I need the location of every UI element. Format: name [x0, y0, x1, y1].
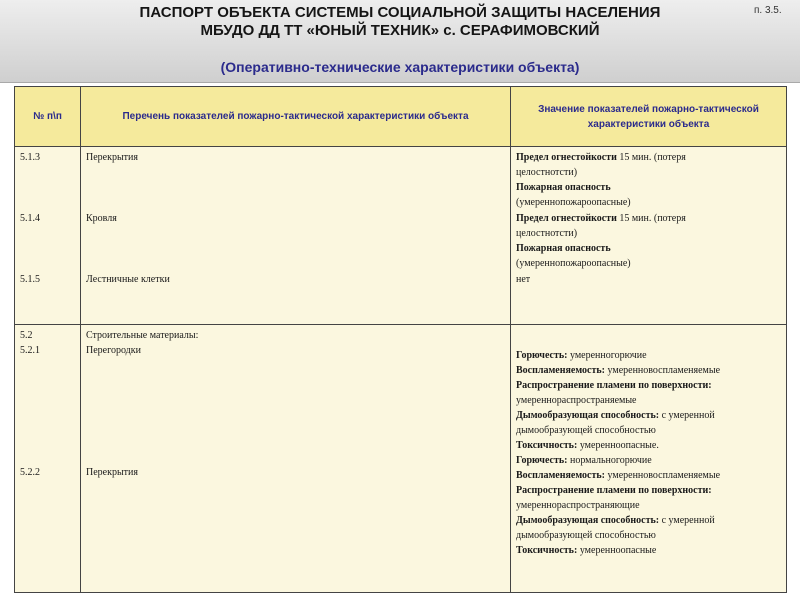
value-label: Воспламеняемость:: [516, 470, 605, 481]
table-row: [15, 325, 787, 593]
row1-item-cell: [81, 147, 511, 325]
value-label: Предел огнестойкости: [516, 152, 617, 163]
value-text: 15 мин. (потеря: [616, 213, 686, 224]
row-number: 5.1.3: [20, 152, 40, 163]
item-label: Перекрытия: [86, 152, 138, 163]
column-header-indicators: Перечень показателей пожарно-тактической характеристики объекта: [81, 87, 511, 147]
value-text: умеренновоспламеняемые: [605, 470, 721, 481]
value-label: Токсичность:: [516, 545, 578, 556]
value-label: Горючесть:: [516, 455, 568, 466]
value-label: Токсичность:: [516, 440, 578, 451]
value-line: умереннораспространяющие: [516, 500, 640, 511]
row2-number-cell: [15, 325, 81, 593]
table-header-row: [15, 87, 787, 147]
value-line: [516, 543, 656, 558]
value-text: 15 мин. (потеря: [616, 152, 686, 163]
row1-value-cell: [511, 147, 787, 325]
item-label: Лестничные клетки: [86, 274, 170, 285]
value-line: дымообразующей способностью: [516, 530, 656, 541]
value-line: [516, 408, 715, 423]
page-title-line1: ПАСПОРТ ОБЪЕКТА СИСТЕМЫ СОЦИАЛЬНОЙ ЗАЩИТЫ НАСЕЛЕНИЯ: [139, 4, 661, 21]
value-text: с умеренной: [659, 515, 715, 526]
value-line: умереннораспространяемые: [516, 395, 637, 406]
row-number: 5.2.2: [20, 467, 40, 478]
value-text: умеренноопасные: [577, 545, 657, 556]
value-text: умеренновоспламеняемые: [605, 365, 721, 376]
value-text: нормальногорючие: [567, 455, 652, 466]
page-title-line2: МБУДО ДД ТТ «ЮНЫЙ ТЕХНИК» с. СЕРАФИМОВСКИЙ: [200, 22, 600, 39]
page-number: п. 3.5.: [754, 5, 782, 16]
item-label: Перекрытия: [86, 467, 138, 478]
row-number: 5.1.5: [20, 274, 40, 285]
row-number: 5.2: [20, 330, 33, 341]
value-line: [516, 348, 647, 363]
value-line: [516, 453, 652, 468]
item-label: Строительные материалы:: [86, 330, 199, 341]
row-number: 5.1.4: [20, 213, 40, 224]
value-label: Пожарная опасность: [516, 243, 611, 254]
value-line: дымообразующей способностью: [516, 425, 656, 436]
value-label: Предел огнестойкости: [516, 213, 617, 224]
value-label: Распространение пламени по поверхности:: [516, 380, 712, 391]
row2-item-cell: [81, 325, 511, 593]
column-header-values: Значение показателей пожарно-тактической характеристики объекта: [511, 87, 787, 147]
table-row: [15, 147, 787, 325]
value-line: нет: [516, 274, 531, 285]
value-label: Воспламеняемость:: [516, 365, 605, 376]
value-line: [516, 211, 686, 226]
value-line: целостнотсти): [516, 228, 578, 239]
value-label: Пожарная опасность: [516, 182, 611, 193]
value-text: с умеренной: [659, 410, 715, 421]
value-text: умеренноопасные.: [577, 440, 659, 451]
value-text: умеренногорючие: [567, 350, 647, 361]
row2-value-cell: [511, 325, 787, 593]
value-line: [516, 468, 720, 483]
page-subtitle: (Оперативно-технические характеристики объекта): [220, 59, 580, 75]
value-line: [516, 363, 720, 378]
value-line: (умереннопожароопасные): [516, 258, 631, 269]
item-label: Кровля: [86, 213, 117, 224]
row-number: 5.2.1: [20, 345, 40, 356]
value-line: целостнотсти): [516, 167, 578, 178]
row1-number-cell: [15, 147, 81, 325]
value-label: Дымообразующая способность:: [516, 515, 660, 526]
item-label: Перегородки: [86, 345, 141, 356]
value-line: [516, 150, 686, 165]
value-line: (умереннопожароопасные): [516, 197, 631, 208]
value-label: Распространение пламени по поверхности:: [516, 485, 712, 496]
fire-characteristics-table: [14, 86, 787, 593]
value-line: [516, 513, 715, 528]
value-label: Горючесть:: [516, 350, 568, 361]
column-header-number: № п\п: [15, 87, 81, 147]
slide-header: [0, 0, 800, 83]
value-line: [516, 438, 659, 453]
value-label: Дымообразующая способность:: [516, 410, 660, 421]
